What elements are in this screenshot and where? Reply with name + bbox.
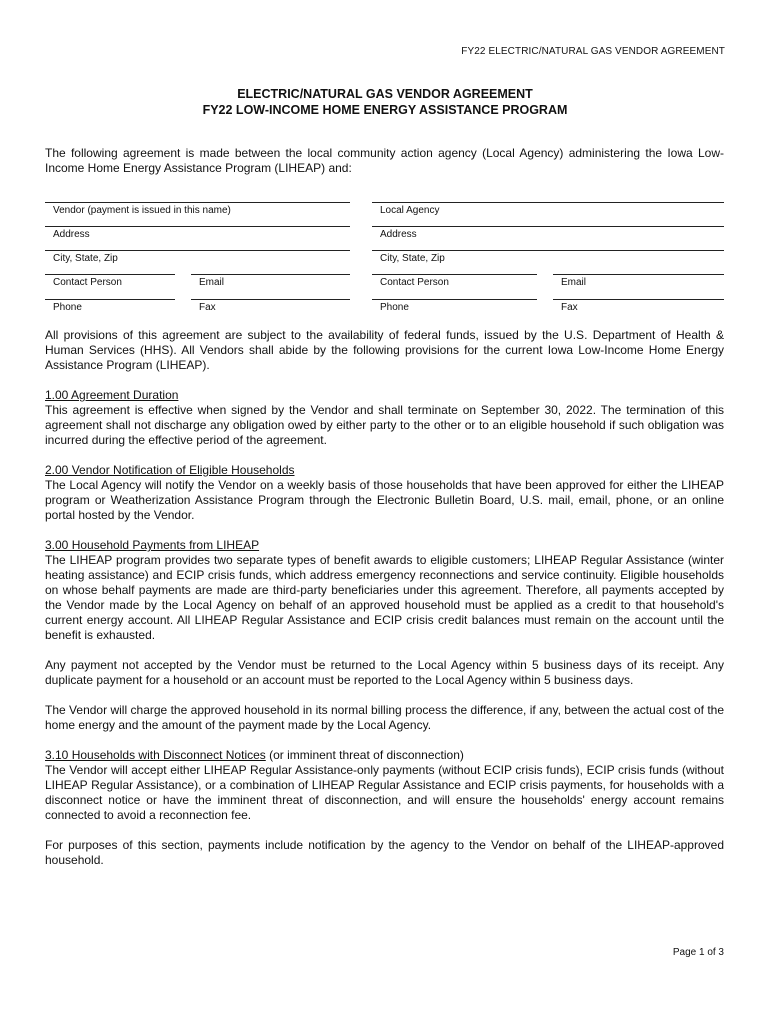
section-1-00-heading: 1.00 Agreement Duration bbox=[45, 388, 179, 402]
agreement-body bbox=[45, 328, 724, 883]
section-3-00 bbox=[45, 538, 724, 643]
section-3-00-paragraph-3: The Vendor will charge the approved household in its normal billing process the difference, if any, between the actual cost of the home energy and the amount of the payment made by the Local Agency. bbox=[45, 703, 724, 732]
vendor-contact-label: Contact Person bbox=[53, 277, 122, 288]
vendor-email-field[interactable] bbox=[191, 274, 350, 294]
agency-city-label: City, State, Zip bbox=[380, 253, 445, 264]
section-3-00-body: The LIHEAP program provides two separate types of benefit awards to eligible customers; LIHEAP Regular Assistance (winter heating assistance) and ECIP crisis funds, which address emergency reconnections and service continuity. Eligible households on whose behalf payments are made are third-party beneficiaries under this agreement. Therefore, all payments accepted by the Vendor made by the Local Agency on behalf of an approved household must be applied as a credit to that household's current energy account. All LIHEAP Regular Assistance and ECIP crisis credit balances must remain on the account until the benefit is exhausted. bbox=[45, 553, 724, 642]
title-line-1: ELECTRIC/NATURAL GAS VENDOR AGREEMENT bbox=[237, 87, 533, 101]
page-number: Page 1 of 3 bbox=[672, 947, 724, 958]
section-3-10 bbox=[45, 748, 724, 823]
agency-name-field[interactable] bbox=[372, 202, 724, 222]
vendor-email-label: Email bbox=[199, 277, 225, 288]
vendor-name-label: Vendor (payment is issued in this name) bbox=[53, 205, 231, 216]
agency-contact-field[interactable] bbox=[372, 274, 537, 294]
section-3-10-paragraph-2: For purposes of this section, payments include notification by the agency to the Vendor on behalf of the LIHEAP-approved household. bbox=[45, 838, 724, 867]
section-3-00-paragraph-2: Any payment not accepted by the Vendor must be returned to the Local Agency within 5 business days of its receipt. Any duplicate payment for a household or an account must be reported to the Local Agency within 5 business days. bbox=[45, 658, 724, 687]
vendor-phone-field[interactable] bbox=[45, 299, 175, 319]
agency-address-field[interactable] bbox=[372, 226, 724, 246]
vendor-fax-field[interactable] bbox=[191, 299, 350, 319]
section-3-10-heading-suffix: (or imminent threat of disconnection) bbox=[265, 748, 464, 762]
agency-phone-field[interactable] bbox=[372, 299, 537, 319]
section-2-00-body: The Local Agency will notify the Vendor on a weekly basis of those households that have been approved for either the LIHEAP program or Weatherization Assistance Program through the Electronic Bulletin Board, U.S. mail, email, phone, or an online portal hosted by the Vendor. bbox=[45, 478, 724, 522]
section-3-10-heading: 3.10 Households with Disconnect Notices bbox=[45, 748, 266, 762]
vendor-address-field[interactable] bbox=[45, 226, 350, 246]
title-line-2: FY22 LOW-INCOME HOME ENERGY ASSISTANCE PROGRAM bbox=[202, 103, 568, 117]
section-3-10-body: The Vendor will accept either LIHEAP Regular Assistance-only payments (without ECIP crisis funds), ECIP crisis funds (without LIHEAP Regular Assistance), or a combination of LIHEAP Regular Assistance and ECIP crisis payments, for households with a disconnect notice or have the imminent threat of disconnection, and will ensure the households' energy account remains connected to avoid a reconnection fee. bbox=[45, 763, 724, 822]
section-3-10-heading-line bbox=[45, 748, 724, 763]
section-2-00-heading: 2.00 Vendor Notification of Eligible Households bbox=[45, 463, 295, 477]
section-3-00-heading: 3.00 Household Payments from LIHEAP bbox=[45, 538, 260, 552]
vendor-fax-label: Fax bbox=[199, 302, 216, 313]
agency-contact-label: Contact Person bbox=[380, 277, 449, 288]
section-1-00-body: This agreement is effective when signed by the Vendor and shall terminate on September 30, 2022. The termination of this agreement shall not discharge any obligation owed by either party to the other or to an eligible household if such obligation was incurred during the effective period of the agreement. bbox=[45, 403, 724, 447]
document-title bbox=[0, 86, 770, 118]
agency-address-label: Address bbox=[380, 229, 417, 240]
provisions-paragraph: All provisions of this agreement are subject to the availability of federal funds, issued by the U.S. Department of Health & Human Services (HHS). All Vendors shall abide by the following provisions for the current Iowa Low-Income Home Energy Assistance Program (LIHEAP). bbox=[45, 328, 724, 372]
agency-fax-field[interactable] bbox=[553, 299, 724, 319]
vendor-address-label: Address bbox=[53, 229, 90, 240]
vendor-city-label: City, State, Zip bbox=[53, 253, 118, 264]
agency-fax-label: Fax bbox=[561, 302, 578, 313]
vendor-contact-field[interactable] bbox=[45, 274, 175, 294]
section-1-00 bbox=[45, 388, 724, 448]
agency-name-label: Local Agency bbox=[380, 205, 440, 216]
agency-email-field[interactable] bbox=[553, 274, 724, 294]
vendor-city-field[interactable] bbox=[45, 250, 350, 270]
agency-email-label: Email bbox=[561, 277, 587, 288]
section-2-00 bbox=[45, 463, 724, 523]
agency-city-field[interactable] bbox=[372, 250, 724, 270]
agency-phone-label: Phone bbox=[380, 302, 409, 313]
intro-paragraph: The following agreement is made between the local community action agency (Local Agency) administering the Iowa Low-Income Home Energy Assistance Program (LIHEAP) and: bbox=[45, 146, 724, 175]
vendor-name-field[interactable] bbox=[45, 202, 350, 222]
party-info-form bbox=[45, 200, 724, 320]
vendor-phone-label: Phone bbox=[53, 302, 82, 313]
running-header: FY22 ELECTRIC/NATURAL GAS VENDOR AGREEMENT bbox=[461, 46, 725, 57]
